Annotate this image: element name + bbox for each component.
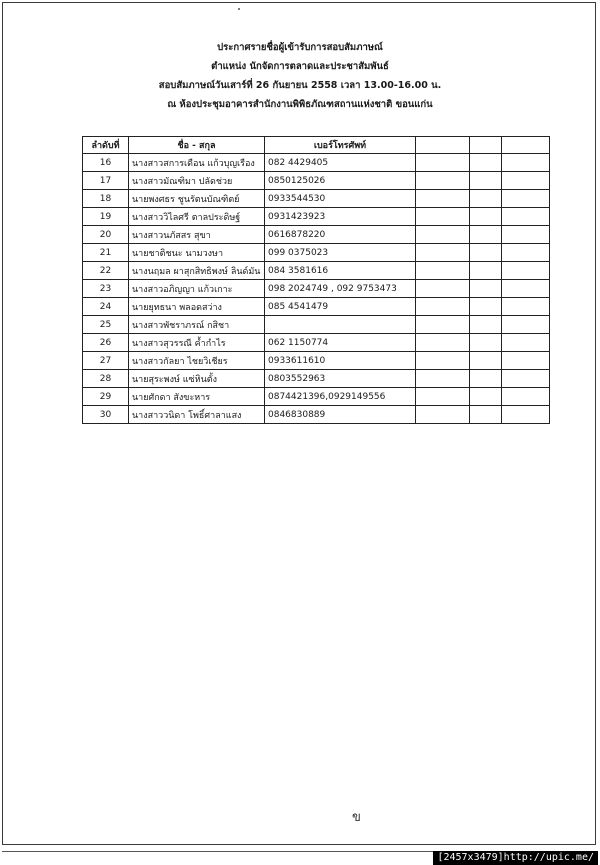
table-row (83, 388, 550, 406)
phone-number: 082 4429405 (265, 154, 416, 172)
phone-number: 085 4541479 (265, 298, 416, 316)
row-number: 19 (83, 208, 129, 226)
blank-cell (502, 226, 550, 244)
blank-cell (470, 388, 502, 406)
table-row (83, 280, 550, 298)
candidate-name: นางนฤมล ผาสุกสิทธิพงษ์ ลินด์มัน (129, 262, 265, 280)
blank-cell (416, 172, 470, 190)
blank-cell (502, 190, 550, 208)
table-row (83, 334, 550, 352)
position-line: ตำแหน่ง นักจัดการตลาดและประชาสัมพันธ์ (211, 61, 389, 72)
row-number: 24 (83, 298, 129, 316)
candidate-name: นายชาติชนะ นามวงษา (129, 244, 265, 262)
row-number: 16 (83, 154, 129, 172)
column-header-phone: เบอร์โทรศัพท์ (265, 137, 416, 154)
table-row (83, 208, 550, 226)
phone-number: 099 0375023 (265, 244, 416, 262)
blank-cell (416, 190, 470, 208)
table-row (83, 190, 550, 208)
phone-number: 0616878220 (265, 226, 416, 244)
scan-speck (238, 8, 240, 10)
blank-cell (416, 208, 470, 226)
blank-cell (416, 244, 470, 262)
announcement-title: ประกาศรายชื่อผู้เข้ารับการสอบสัมภาษณ์ (217, 42, 383, 53)
document-header (0, 38, 600, 114)
blank-cell (416, 406, 470, 424)
candidate-name: นางสาวอภิญญา แก้วเกาะ (129, 280, 265, 298)
blank-cell (416, 334, 470, 352)
candidate-name: นางสาวสการเดือน แก้วบุญเรือง (129, 154, 265, 172)
candidate-name: นายสุระพงษ์ แซ่หินตั้ง (129, 370, 265, 388)
table-row (83, 352, 550, 370)
phone-number: 0850125026 (265, 172, 416, 190)
candidate-name: นางสาวพัชราภรณ์ กสิชา (129, 316, 265, 334)
table-row (83, 262, 550, 280)
table-row (83, 298, 550, 316)
row-number: 21 (83, 244, 129, 262)
blank-cell (470, 280, 502, 298)
blank-cell (470, 298, 502, 316)
phone-number: 0874421396,0929149556 (265, 388, 416, 406)
phone-number: 0846830889 (265, 406, 416, 424)
row-number: 25 (83, 316, 129, 334)
blank-cell (470, 244, 502, 262)
candidate-name: นางสาววิไลศรี ตาลประดิษฐ์ (129, 208, 265, 226)
blank-cell (502, 244, 550, 262)
blank-cell (502, 370, 550, 388)
table-row (83, 406, 550, 424)
blank-cell (502, 406, 550, 424)
phone-number: 0931423923 (265, 208, 416, 226)
phone-number: 084 3581616 (265, 262, 416, 280)
blank-cell (470, 334, 502, 352)
row-number: 20 (83, 226, 129, 244)
handwritten-mark: ข (352, 810, 361, 825)
blank-cell (470, 406, 502, 424)
column-header-blank-2 (470, 137, 502, 154)
table-header-row (83, 137, 550, 154)
table-row (83, 316, 550, 334)
row-number: 28 (83, 370, 129, 388)
blank-cell (470, 262, 502, 280)
blank-cell (502, 172, 550, 190)
blank-cell (502, 334, 550, 352)
blank-cell (470, 190, 502, 208)
column-header-name: ชื่อ - สกุล (129, 137, 265, 154)
blank-cell (470, 226, 502, 244)
phone-number: 062 1150774 (265, 334, 416, 352)
phone-number: 0803552963 (265, 370, 416, 388)
blank-cell (502, 388, 550, 406)
table-row (83, 244, 550, 262)
blank-cell (416, 262, 470, 280)
candidate-name: นายพงศธร ชูนรัตนบัณฑิตย์ (129, 190, 265, 208)
row-number: 29 (83, 388, 129, 406)
table-row (83, 226, 550, 244)
blank-cell (502, 352, 550, 370)
column-header-blank-3 (502, 137, 550, 154)
candidate-name: นางสาวนภัสสร สุขา (129, 226, 265, 244)
candidate-name: นางสาวสุวรรณี ค้ำกำไร (129, 334, 265, 352)
candidate-name: นางสาวกัลยา ไชยวิเชียร (129, 352, 265, 370)
row-number: 18 (83, 190, 129, 208)
row-number: 23 (83, 280, 129, 298)
blank-cell (502, 298, 550, 316)
blank-cell (502, 262, 550, 280)
candidate-name: นายยุทธนา พลอดสว่าง (129, 298, 265, 316)
table-row (83, 370, 550, 388)
blank-cell (470, 208, 502, 226)
blank-cell (502, 208, 550, 226)
row-number: 17 (83, 172, 129, 190)
blank-cell (416, 370, 470, 388)
blank-cell (416, 316, 470, 334)
blank-cell (502, 154, 550, 172)
phone-number: 098 2024749 , 092 9753473 (265, 280, 416, 298)
blank-cell (502, 280, 550, 298)
venue-line: ณ ห้องประชุมอาคารสำนักงานพิพิธภัณฑสถานแห่งชาติ ขอนแก่น (167, 99, 433, 110)
table-body (83, 154, 550, 424)
blank-cell (470, 352, 502, 370)
blank-cell (416, 388, 470, 406)
phone-number: 0933544530 (265, 190, 416, 208)
blank-cell (416, 226, 470, 244)
table-row (83, 172, 550, 190)
blank-cell (416, 298, 470, 316)
column-header-blank-1 (416, 137, 470, 154)
row-number: 26 (83, 334, 129, 352)
blank-cell (470, 370, 502, 388)
candidate-name: นางสาวมัณฑิมา ปลัดช่วย (129, 172, 265, 190)
blank-cell (470, 154, 502, 172)
blank-cell (470, 172, 502, 190)
watermark: [2457x3479]http://upic.me/ (433, 851, 598, 865)
candidate-name: นางสาววนิดา โพธิ์ศาลาแสง (129, 406, 265, 424)
blank-cell (416, 154, 470, 172)
blank-cell (416, 280, 470, 298)
blank-cell (470, 316, 502, 334)
phone-number: 0933611610 (265, 352, 416, 370)
blank-cell (502, 316, 550, 334)
column-header-order: ลำดับที่ (83, 137, 129, 154)
phone-number (265, 316, 416, 334)
candidate-table (82, 136, 550, 424)
row-number: 22 (83, 262, 129, 280)
blank-cell (416, 352, 470, 370)
row-number: 30 (83, 406, 129, 424)
row-number: 27 (83, 352, 129, 370)
table-row (83, 154, 550, 172)
candidate-name: นายศักดา สังขะหาร (129, 388, 265, 406)
interview-date-line: สอบสัมภาษณ์วันเสาร์ที่ 26 กันยายน 2558 เวลา 13.00-16.00 น. (158, 80, 442, 91)
